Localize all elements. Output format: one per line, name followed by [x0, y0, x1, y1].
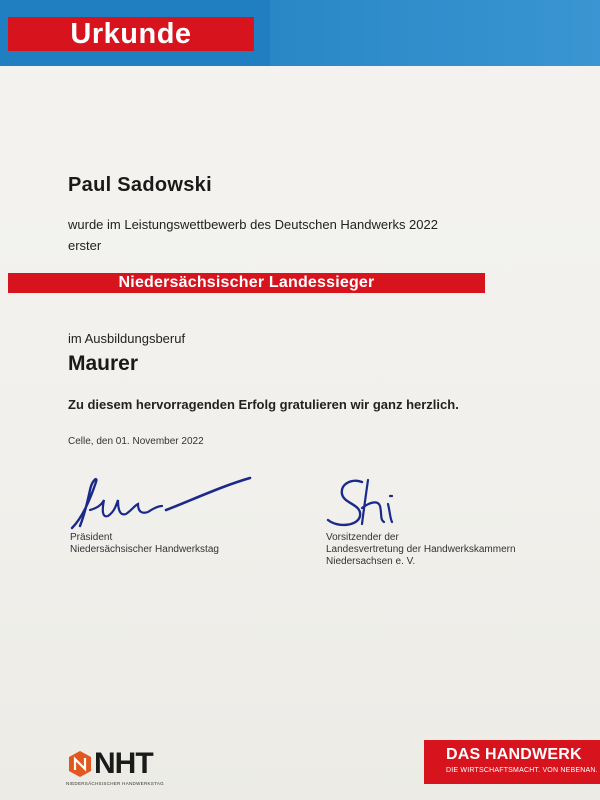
das-handwerk-logo	[424, 740, 600, 784]
profession-intro: im Ausbildungsberuf	[68, 331, 186, 346]
award-band	[8, 273, 485, 293]
das-handwerk-title: DAS HANDWERK	[446, 746, 582, 763]
nht-emblem-icon	[66, 750, 94, 778]
competition-line: wurde im Leistungswettbewerb des Deutschen Handwerks 2022	[68, 217, 438, 232]
place-date: Celle, den 01. November 2022	[68, 436, 204, 447]
profession-name: Maurer	[68, 352, 139, 375]
header-band-light	[270, 0, 600, 66]
signature-right-role: Vorsitzender der	[326, 532, 399, 543]
nht-logo	[66, 748, 186, 790]
rank-line: erster	[68, 238, 102, 253]
recipient-name: Paul Sadowski	[68, 174, 212, 196]
das-handwerk-subtitle: DIE WIRTSCHAFTSMACHT. VON NEBENAN.	[446, 767, 598, 774]
certificate-title: Urkunde	[70, 17, 192, 50]
certificate-title-box	[8, 17, 254, 51]
award-title: Niedersächsischer Landessieger	[118, 274, 375, 291]
signature-right-org-line2: Niedersachsen e. V.	[326, 556, 416, 567]
signature-right	[322, 474, 412, 534]
signature-left	[62, 470, 262, 534]
nht-logo-subtitle: NIEDERSÄCHSISCHER HANDWERKSTAG	[66, 781, 164, 786]
signature-right-org-line1: Landesvertretung der Handwerkskammern	[326, 544, 516, 555]
signature-right-caption	[326, 532, 516, 568]
signature-left-role: Präsident	[70, 532, 113, 543]
congratulation-text: Zu diesem hervorragenden Erfolg gratulieren wir ganz herzlich.	[68, 397, 459, 412]
nht-logo-text: NHT	[94, 747, 153, 780]
signature-left-caption	[70, 532, 219, 556]
signature-left-org: Niedersächsischer Handwerkstag	[70, 544, 219, 555]
